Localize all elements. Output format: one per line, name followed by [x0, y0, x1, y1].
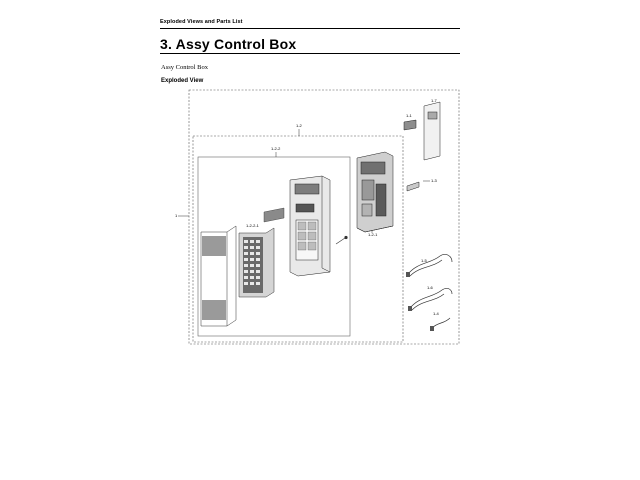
- callout-1-2-2-1: 1-2-2-1: [246, 223, 259, 228]
- section-title: 3. Assy Control Box: [160, 36, 297, 52]
- front-panel-part: [290, 176, 330, 276]
- wire-harness-part: [406, 254, 452, 331]
- clip-part: [407, 182, 419, 191]
- back-sheet-part: [201, 226, 236, 326]
- subtitle: Assy Control Box: [161, 64, 208, 71]
- callout-1-2-2: 1-2-2: [271, 146, 281, 151]
- callout-1: 1: [175, 213, 178, 218]
- view-heading: Exploded View: [161, 78, 204, 84]
- control-pcb-part: [357, 152, 393, 232]
- callout-1-6: 1-6: [427, 285, 433, 290]
- callout-1-3: 1-3: [431, 178, 437, 183]
- callout-1-4: 1-4: [433, 311, 439, 316]
- membrane-keypad-part: [239, 228, 274, 297]
- callout-1-1: 1-1: [406, 113, 412, 118]
- screw-part: [336, 236, 347, 244]
- callout-1-5: 1-5: [421, 258, 427, 263]
- callout-1-2: 1-2: [296, 123, 302, 128]
- running-header: Exploded Views and Parts List: [160, 19, 243, 25]
- connector-part: [404, 120, 416, 130]
- main-board-part: [424, 102, 440, 160]
- display-label-part: [264, 208, 284, 222]
- callout-1-7: 1-7: [431, 98, 437, 103]
- callout-1-2-1: 1-2-1: [368, 232, 378, 237]
